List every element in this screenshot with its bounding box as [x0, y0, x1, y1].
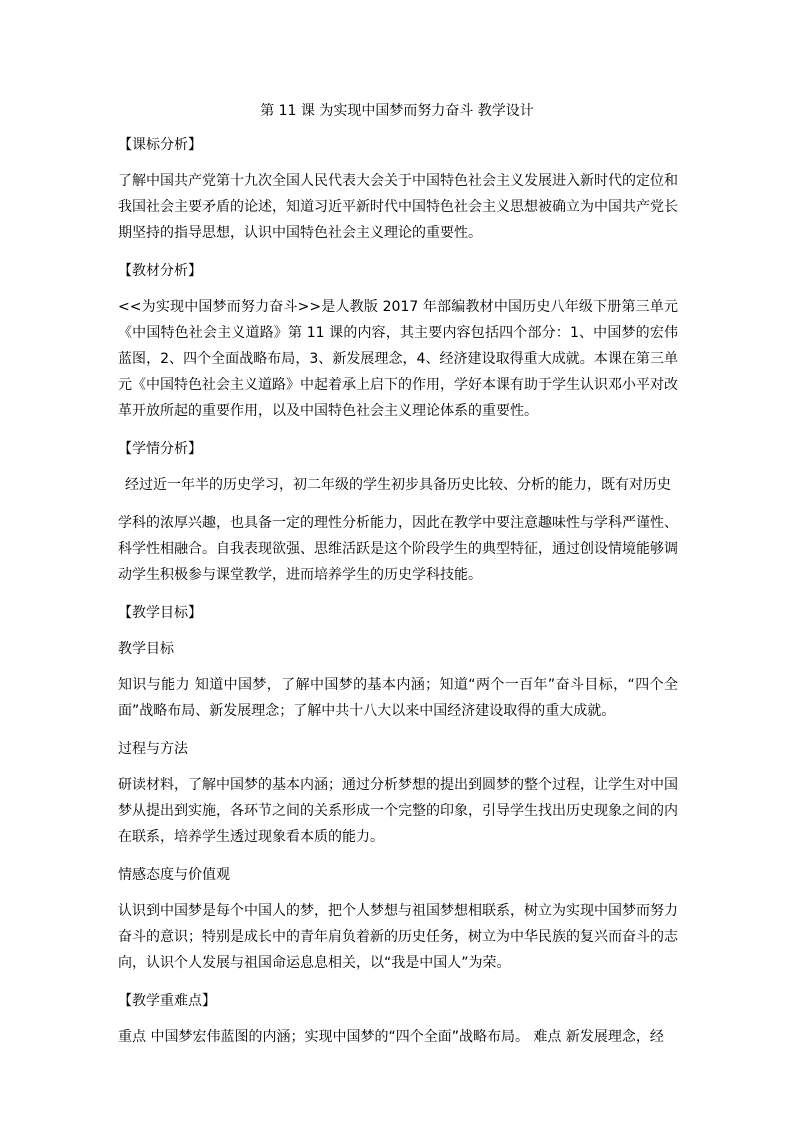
section-heading-curriculum: 【课标分析】: [118, 137, 202, 153]
section-heading-keypoints: 【教学重难点】: [118, 993, 216, 1009]
section-heading-objectives: 【教学目标】: [118, 605, 202, 621]
section-heading-textbook: 【教材分析】: [118, 263, 202, 279]
paragraph-learners-2: 学科的浓厚兴趣，也具备一定的理性分析能力，因此在教学中要注意趣味性与学科严谨性、科学性相融合。自我表现欲强、思维活跃是这个阶段学生的典型特征，通过创设情境能够调动学生积极参与课堂教学，进而培养学生的历史学科技能。: [118, 515, 678, 583]
section-heading-learners: 【学情分析】: [118, 441, 202, 457]
values-label: 情感态度与价值观: [118, 867, 230, 883]
document-title: 第 11 课 为实现中国梦而努力奋斗 教学设计: [260, 103, 534, 119]
paragraph-learners-1: 经过近一年半的历史学习，初二年级的学生初步具备历史比较、分析的能力，既有对历史: [125, 477, 671, 493]
paragraph-knowledge: 知识与能力 知道中国梦，了解中国梦的基本内涵；知道“两个一百年”奋斗目标，“四个全面”战略布局、新发展理念；了解中共十八大以来中国经济建设取得的重大成就。: [118, 677, 678, 719]
paragraph-curriculum: 了解中国共产党第十九次全国人民代表大会关于中国特色社会主义发展进入新时代的定位和我国社会主要矛盾的论述，知道习近平新时代中国特色社会主义思想被确立为中国共产党长期坚持的指导思想，认识中国特色社会主义理论的重要性。: [118, 173, 678, 241]
paragraph-values: 认识到中国梦是每个中国人的梦，把个人梦想与祖国梦想相联系，树立为实现中国梦而努力奋斗的意识；特别是成长中的青年肩负着新的历史任务，树立为中华民族的复兴而奋斗的志向，认识个人发展与祖国命运息息相关，以“我是中国人”为荣。: [118, 903, 678, 971]
paragraph-process: 研读材料，了解中国梦的基本内涵；通过分析梦想的提出到圆梦的整个过程，让学生对中国梦从提出到实施，各环节之间的关系形成一个完整的印象，引导学生找出历史现象之间的内在联系，培养学生透过现象看本质的能力。: [118, 777, 678, 845]
document-body: [118, 132, 678, 1062]
paragraph-keypoints: 重点 中国梦宏伟蓝图的内涵；实现中国梦的“四个全面”战略布局。 难点 新发展理念，经: [118, 1029, 664, 1045]
objectives-label: 教学目标: [118, 641, 174, 657]
process-label: 过程与方法: [118, 741, 188, 757]
paragraph-textbook: <<为实现中国梦而努力奋斗>>是人教版 2017 年部编教材中国历史八年级下册第三单元《中国特色社会主义道路》第 11 课的内容，其主要内容包括四个部分：1、中国梦的宏伟蓝图，2、四个全面战略布局，3、新发展理念，4、经济建设取得重大成就。本课在第三单元《中国特色社会主义道路》中起着承上启下的作用，学好本课有助于学生认识邓小平对改革开放所起的重要作用，以及中国特色社会主义理论体系的重要性。: [118, 299, 678, 419]
